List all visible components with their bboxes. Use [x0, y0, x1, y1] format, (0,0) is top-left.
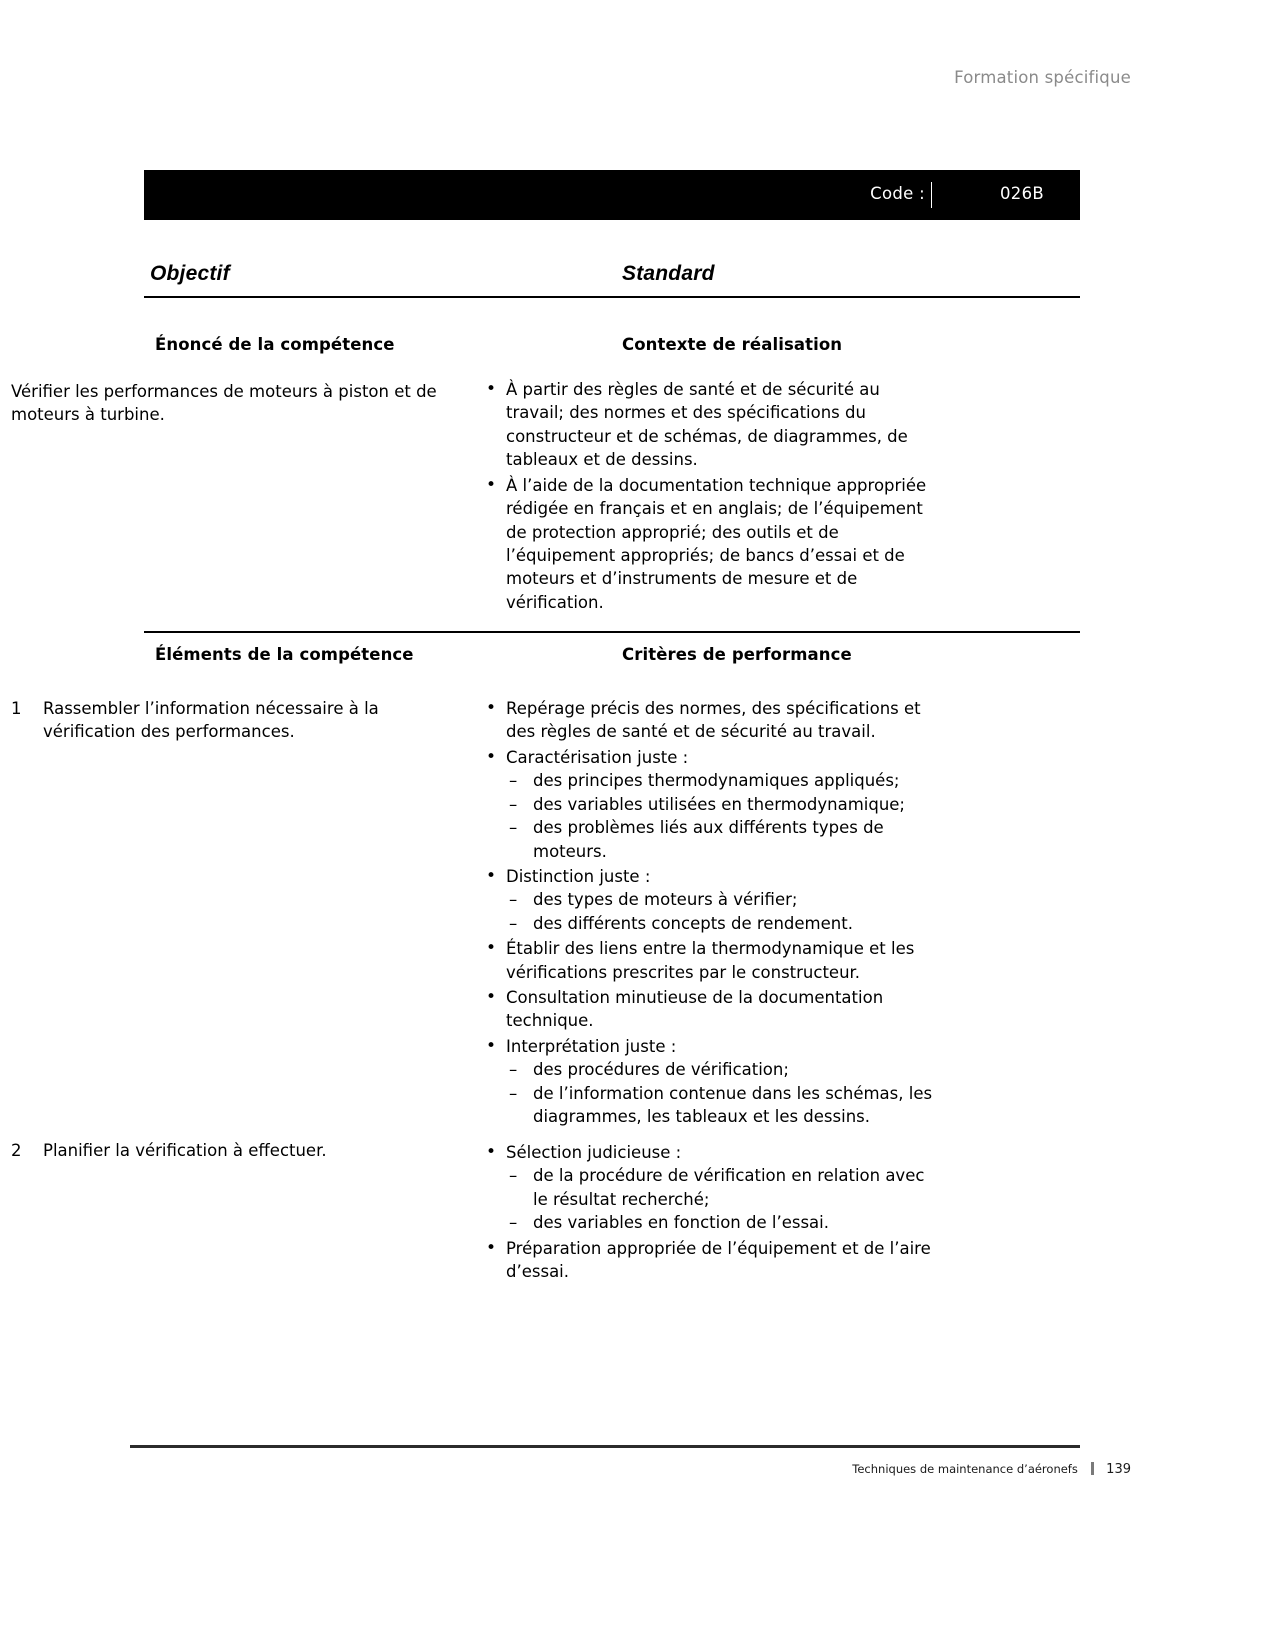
contexte-list — [478, 378, 938, 616]
objectif-title: Objectif — [150, 262, 230, 285]
list-item — [478, 1035, 938, 1129]
criterion-text: Consultation minutieuse de la documentation technique. — [506, 988, 884, 1031]
element-2 — [11, 1139, 451, 1166]
sub-item: – des différents concepts de rendement. — [506, 912, 938, 935]
sub-item: – des procédures de vérification; — [506, 1058, 938, 1081]
code-value: 026B — [999, 184, 1044, 203]
criterion-text: Établir des liens entre la thermodynamique et les vérifications prescrites par le constructeur. — [506, 939, 915, 982]
element-1 — [11, 697, 451, 748]
criterion-text: Distinction juste : — [506, 866, 651, 886]
standard-title: Standard — [622, 262, 715, 285]
sub-item: – des variables utilisées en thermodynamique; — [506, 793, 938, 816]
list-item: • À partir des règles de santé et de sécurité au travail; des normes et des spécifications du constructeur et de schémas, de diagrammes, de tableaux et de dessins. — [478, 378, 938, 472]
criteres-heading: Critères de performance — [622, 645, 852, 664]
footer-separator-icon — [1091, 1462, 1094, 1475]
code-bar — [144, 170, 1080, 220]
elements-heading: Éléments de la compétence — [155, 645, 414, 664]
element-number: 2 — [11, 1141, 22, 1160]
criteria-group-1 — [478, 697, 938, 1131]
running-head: Formation spécifique — [954, 68, 1131, 87]
element-text: Planifier la vérification à effectuer. — [43, 1141, 327, 1160]
footer — [852, 1462, 1131, 1477]
list-item — [478, 986, 938, 1033]
list-item — [478, 697, 938, 744]
criterion-text: Repérage précis des normes, des spécifications et des règles de santé et de sécurité au travail. — [506, 699, 921, 742]
enonce-text: Vérifier les performances de moteurs à piston et de moteurs à turbine. — [11, 382, 437, 425]
code-separator — [931, 182, 932, 208]
list-item — [478, 937, 938, 984]
criteria-group-2 — [478, 1141, 938, 1286]
code-label: Code : — [870, 184, 925, 203]
criterion-text: Caractérisation juste : — [506, 747, 689, 767]
sub-item: – des problèmes liés aux différents types de moteurs. — [506, 816, 938, 863]
footer-rule — [130, 1445, 1080, 1448]
page-number: 139 — [1106, 1462, 1131, 1477]
list-item: • À l’aide de la documentation technique appropriée rédigée en français et en anglais; de l’équipement de protection approprié; des outils et de l’équipement appropriés; de bancs d’essai et de moteurs et d’instruments de mesure et de vérification. — [478, 474, 938, 615]
title-rule — [144, 296, 1080, 298]
sub-item: – de la procédure de vérification en relation avec le résultat recherché; — [506, 1164, 938, 1211]
sub-item: – des variables en fonction de l’essai. — [506, 1211, 938, 1234]
sub-item: – des types de moteurs à vérifier; — [506, 888, 938, 911]
contexte-heading: Contexte de réalisation — [622, 335, 843, 354]
element-text: Rassembler l’information nécessaire à la vérification des performances. — [43, 699, 379, 742]
criterion-text: Interprétation juste : — [506, 1036, 677, 1056]
list-item — [478, 746, 938, 863]
footer-program: Techniques de maintenance d’aéronefs — [852, 1462, 1078, 1476]
element-number: 1 — [11, 699, 22, 718]
sub-item: – de l’information contenue dans les schémas, les diagrammes, les tableaux et les dessins. — [506, 1082, 938, 1129]
enonce-heading: Énoncé de la compétence — [155, 335, 395, 354]
criterion-text: Préparation appropriée de l’équipement et de l’aire d’essai. — [506, 1238, 931, 1282]
list-item — [478, 1141, 938, 1235]
list-item — [478, 1237, 938, 1284]
elements-rule — [144, 631, 1080, 633]
list-item — [478, 865, 938, 935]
sub-item: – des principes thermodynamiques appliqués; — [506, 769, 938, 792]
criterion-text: Sélection judicieuse : — [506, 1143, 682, 1162]
